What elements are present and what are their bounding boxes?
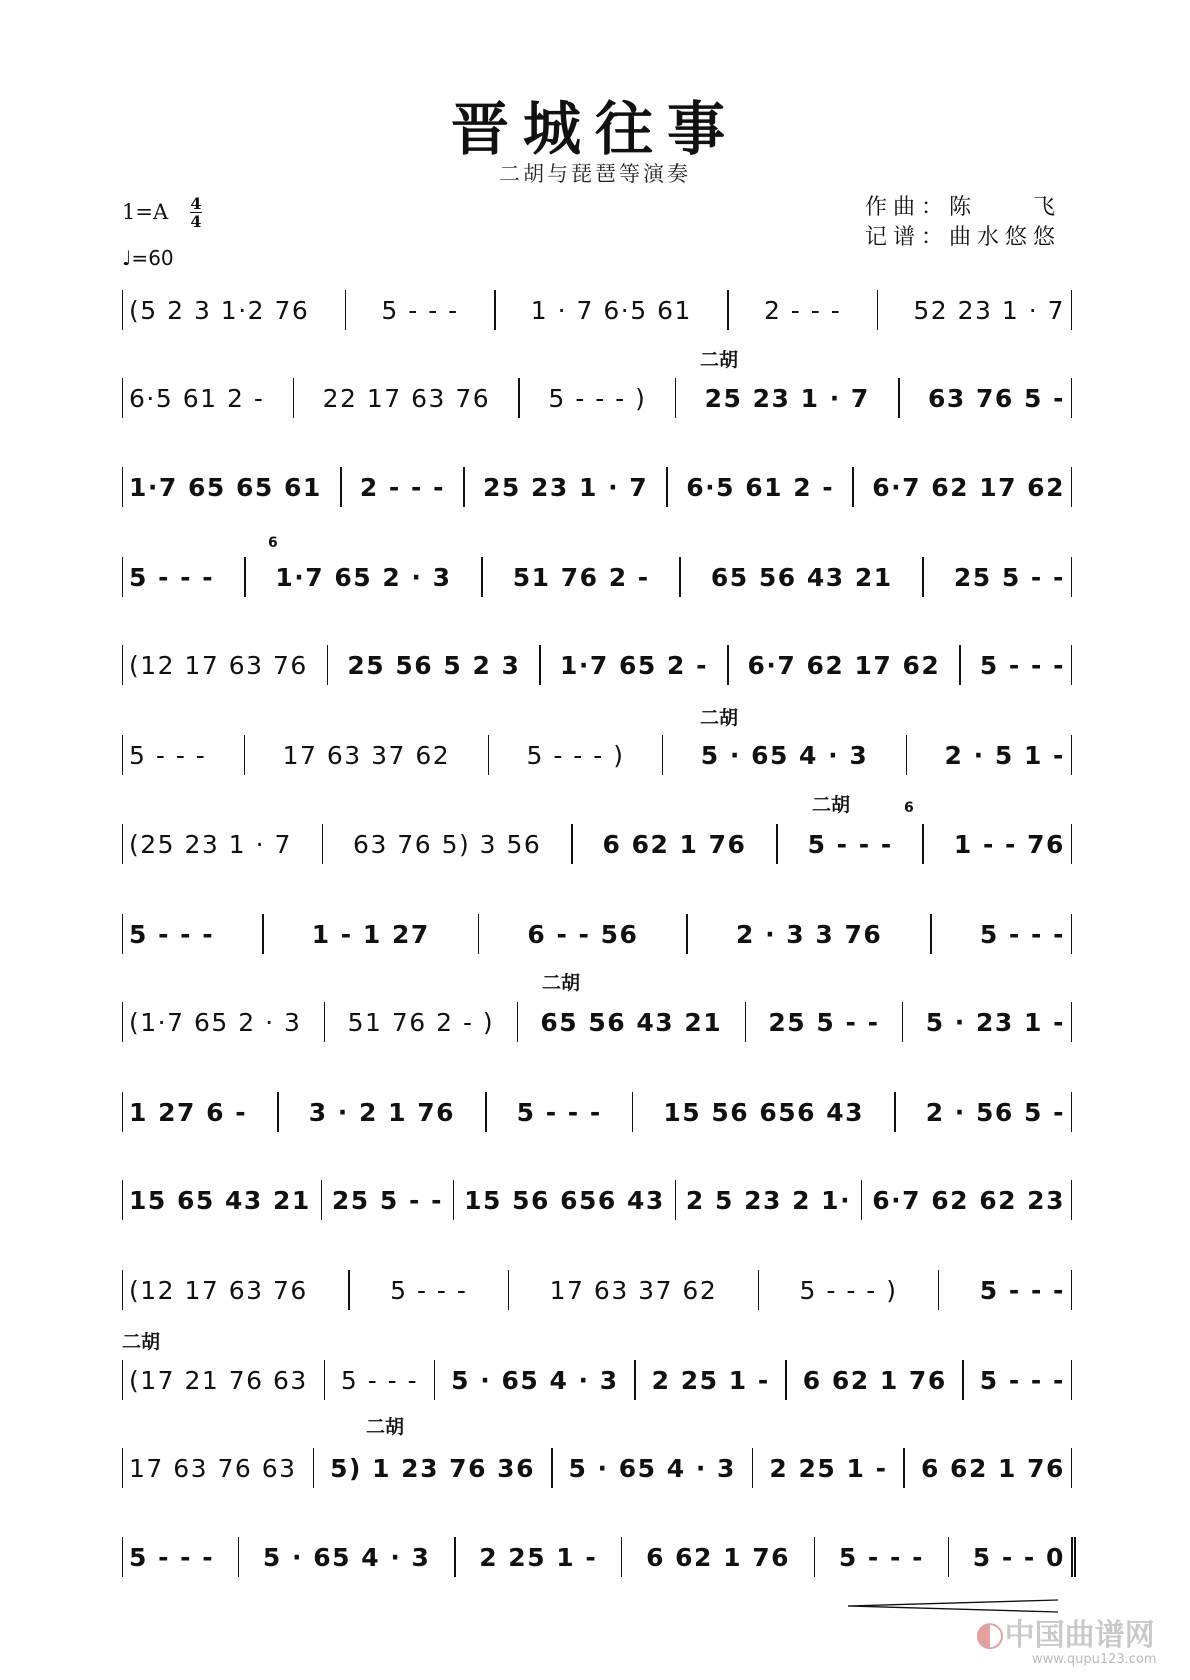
measure: 63 76 5) 3 56 [353,829,542,859]
bar-line [293,378,295,418]
bar-line [340,467,342,507]
measure: 6 62 1 76 [602,829,747,859]
bar-line [434,1360,436,1400]
measure: 2 - - - [763,295,842,325]
measure: 5 - - - [390,1275,468,1305]
bar-line [488,735,490,775]
bar-line [539,645,541,685]
key-signature: 1=A [122,200,169,224]
bar-line [745,1002,747,1042]
measure: 6·7 62 17 62 [872,472,1065,502]
measure: 5 - - - ) [548,383,647,413]
measure: 52 23 1 · 7 [913,295,1065,325]
meter-top: 4 [190,194,202,213]
grace-note: 6 [268,535,278,551]
bar-line [322,824,324,864]
bar-line [679,557,681,597]
measure: 1·7 65 65 61 [129,472,322,502]
score-row [122,824,1072,864]
measure: 5 · 65 4 · 3 [451,1365,619,1395]
bar-line [938,1270,940,1310]
score-row [122,1537,1076,1577]
measure: 22 17 63 76 [322,383,491,413]
instrument-label: 二胡 [812,794,851,816]
bar-line [752,1448,754,1488]
bar-line [758,1270,760,1310]
measure: 5 · 65 4 · 3 [262,1542,431,1572]
bar-line [852,467,854,507]
bar-line [861,1180,863,1220]
bar-line [478,914,480,954]
measure: 5 - - - [516,1097,602,1127]
bar-line [962,1360,964,1400]
measure: 6 62 1 76 [802,1365,947,1395]
measure: 65 56 43 21 [710,562,893,592]
measure: 5 · 23 1 - [925,1007,1065,1037]
score-row [122,645,1072,685]
measure: 15 65 43 21 [129,1185,311,1215]
song-subtitle: 二胡与琵琶等演奏 [499,162,691,186]
measure: 5 - - - [807,829,893,859]
instrument-label: 二胡 [700,707,739,729]
measure: 2 25 1 - [651,1365,770,1395]
meter-bottom: 4 [190,212,202,231]
bar-line [517,1002,519,1042]
bar-line [327,645,329,685]
measure: 1 · 7 6·5 61 [530,295,692,325]
score-row [122,1360,1072,1400]
bar-line [508,1270,510,1310]
measure: 5 - - - [129,740,207,770]
bar-line [244,735,246,775]
bar-line [898,378,900,418]
measure: 2 25 1 - [479,1542,598,1572]
measure: 25 5 - - [331,1185,443,1215]
measure: 2 5 23 2 1· [685,1185,852,1215]
bar-line [324,1002,326,1042]
measure: (12 17 63 76 [129,650,308,680]
measure: 5 - - - ) [526,740,625,770]
bar-line [727,290,729,330]
bar-line [666,467,668,507]
bar-line [922,557,924,597]
measure: 5 - - - [381,295,459,325]
measure: 5 · 65 4 · 3 [700,740,869,770]
bar-line [348,1270,350,1310]
measure: 51 76 2 - [512,562,650,592]
measure: 5 - - - [838,1542,924,1572]
measure: 6 62 1 76 [646,1542,791,1572]
instrument-label: 二胡 [542,972,581,994]
score-row [122,1448,1072,1488]
measure: 17 63 76 63 [129,1453,297,1483]
measure: 51 76 2 - ) [347,1007,495,1037]
bar-line [634,1360,636,1400]
song-title: 晋城往事 [450,95,739,163]
measure: 5 - - - [979,650,1065,680]
measure: 6 62 1 76 [920,1453,1065,1483]
measure: 65 56 43 21 [540,1007,723,1037]
score-row [122,735,1072,775]
measure: 2 - - - [359,472,445,502]
bar-line [877,290,879,330]
measure: 25 23 1 · 7 [482,472,649,502]
measure: 5 - - - [129,1542,215,1572]
bar-line [463,467,465,507]
measure: 3 · 2 1 76 [308,1097,455,1127]
bar-line [238,1537,240,1577]
measure: 6 - - 56 [527,919,639,949]
bar-line [632,1092,634,1132]
bar-line [894,1092,896,1132]
measure: 5 - - - [129,562,215,592]
measure: 25 5 - - [768,1007,880,1037]
measure: 5 · 65 4 · 3 [568,1453,736,1483]
measure: 17 63 37 62 [549,1275,718,1305]
measure: 2 · 5 1 - [944,740,1065,770]
bar-line [244,557,246,597]
measure: 25 23 1 · 7 [704,383,870,413]
bar-line [776,824,778,864]
transcriber-credit: 记谱：曲水悠悠 [865,225,1062,250]
bar-line [662,735,664,775]
score-row [122,914,1072,954]
bar-line [345,290,347,330]
measure: 15 56 656 43 [464,1185,665,1215]
bar-line [494,290,496,330]
measure: 5 - - - [979,919,1065,949]
bar-line [906,735,908,775]
bar-line [903,1448,905,1488]
measure: 25 5 - - [953,562,1065,592]
measure: 1·7 65 2 - [560,650,708,680]
site-url: www.qupu123.com [1032,1652,1157,1667]
bar-line [814,1537,816,1577]
measure: 6·5 61 2 - [686,472,835,502]
bar-line [551,1448,553,1488]
bar-line [959,645,961,685]
bar-line [277,1092,279,1132]
tempo-marking: ♩=60 [122,246,174,270]
measure: (1·7 65 2 · 3 [129,1007,302,1037]
score-row [122,1092,1072,1132]
score-row [122,1002,1072,1042]
site-logo-icon: ◐ [975,1614,1005,1654]
measure: 5 - - 0 [972,1542,1065,1572]
measure: 63 76 5 - [928,383,1065,413]
measure: 5 - - - [129,919,215,949]
score-row [122,1180,1072,1220]
measure: 6·5 61 2 - [129,383,265,413]
score-row [122,557,1072,597]
measure: 6·7 62 62 23 [872,1185,1065,1215]
site-watermark: ◐中国曲谱网 [975,1614,1155,1654]
measure: 5 - - - [979,1275,1065,1305]
bar-line [262,914,264,954]
bar-line [686,914,688,954]
measure: 2 · 56 5 - [925,1097,1065,1127]
measure: (17 21 76 63 [129,1365,308,1395]
bar-line [785,1360,787,1400]
instrument-label: 二胡 [122,1331,161,1353]
grace-note: 6 [904,800,914,816]
instrument-label: 二胡 [366,1416,405,1438]
bar-line [453,1180,455,1220]
measure: (25 23 1 · 7 [129,829,292,859]
score-row [122,467,1072,507]
measure: 2 25 1 - [769,1453,888,1483]
measure: 6·7 62 17 62 [747,650,941,680]
score-row [122,290,1072,330]
measure: 5) 1 23 76 36 [330,1453,535,1483]
bar-line [571,824,573,864]
bar-line [675,378,677,418]
bar-line [948,1537,950,1577]
score-row [122,378,1072,418]
instrument-label: 二胡 [700,349,739,371]
measure: 5 - - - [340,1365,419,1395]
bar-line [481,557,483,597]
bar-line [930,914,932,954]
bar-line [321,1180,323,1220]
bar-line [727,645,729,685]
bar-line [902,1002,904,1042]
measure: 1 - - 76 [953,829,1065,859]
measure: 1 - 1 27 [311,919,430,949]
measure: 1·7 65 2 · 3 [275,562,452,592]
measure: 25 56 5 2 3 [347,650,521,680]
bar-line [675,1180,677,1220]
composer-credit: 作曲：陈 飞 [865,195,1062,220]
bar-line [485,1092,487,1132]
measure: 17 63 37 62 [282,740,451,770]
measure: (5 2 3 1·2 76 [129,295,310,325]
measure: 5 - - - [979,1365,1065,1395]
bar-line [922,824,924,864]
bar-line [324,1360,326,1400]
measure: 1 27 6 - [129,1097,248,1127]
score-row [122,1270,1072,1310]
bar-line [313,1448,315,1488]
measure: 2 · 3 3 76 [735,919,883,949]
measure: 15 56 656 43 [663,1097,865,1127]
measure: (12 17 63 76 [129,1275,308,1305]
bar-line [621,1537,623,1577]
bar-line [454,1537,456,1577]
time-signature [190,196,202,229]
measure: 5 - - - ) [799,1275,898,1305]
bar-line [518,378,520,418]
